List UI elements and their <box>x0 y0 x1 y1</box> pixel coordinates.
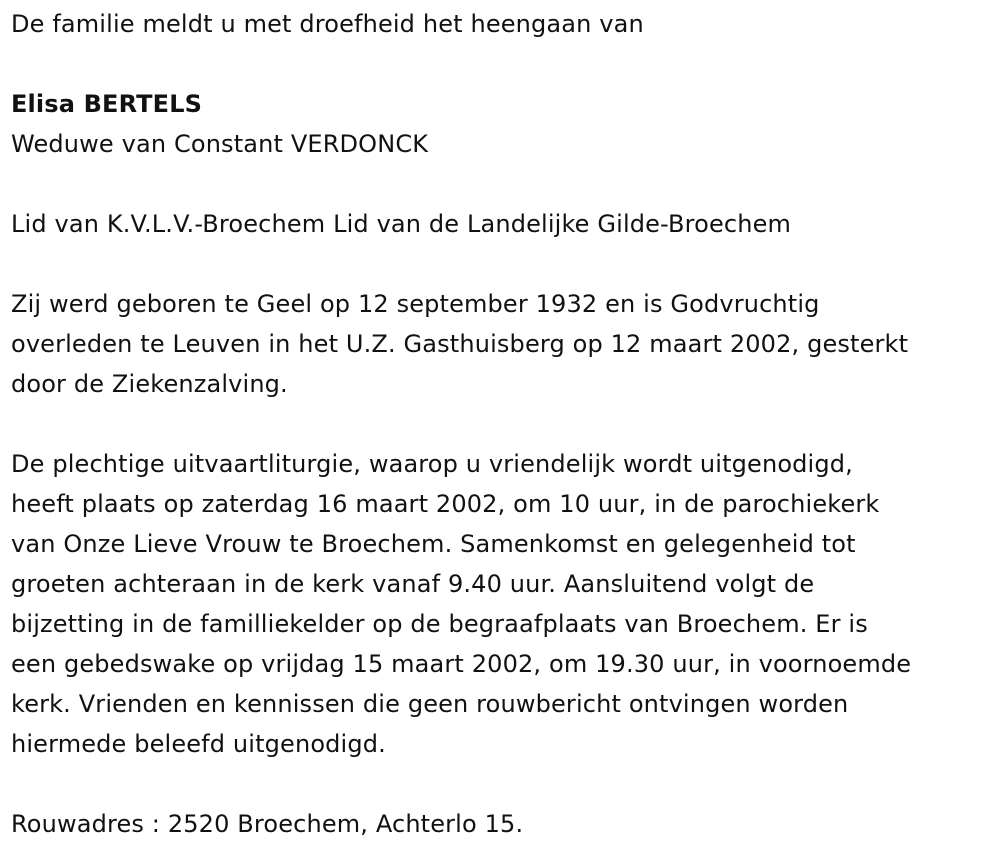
mourning-address: Rouwadres : 2520 Broechem, Achterlo 15. <box>11 810 524 838</box>
paragraph-line: door de Ziekenzalving. <box>11 370 288 398</box>
paragraph-line: heeft plaats op zaterdag 16 maart 2002, om 10 uur, in de parochiekerk <box>11 490 880 518</box>
paragraph-line: hiermede beleefd uitgenodigd. <box>11 730 386 758</box>
funeral-paragraph <box>11 444 990 764</box>
paragraph-line: overleden te Leuven in het U.Z. Gasthuisberg op 12 maart 2002, gesterkt <box>11 330 909 358</box>
deceased-name: Elisa BERTELS <box>11 90 203 118</box>
paragraph-line: van Onze Lieve Vrouw te Broechem. Samenkomst en gelegenheid tot <box>11 530 856 558</box>
intro-text: De familie meldt u met droefheid het heengaan van <box>11 10 644 38</box>
paragraph-line: bijzetting in de familliekelder op de begraafplaats van Broechem. Er is <box>11 610 868 638</box>
spouse-text: Weduwe van Constant VERDONCK <box>11 130 429 158</box>
memberships-text: Lid van K.V.L.V.-Broechem Lid van de Landelijke Gilde-Broechem <box>11 210 792 238</box>
paragraph-line: groeten achteraan in de kerk vanaf 9.40 uur. Aansluitend volgt de <box>11 570 815 598</box>
paragraph-line: De plechtige uitvaartliturgie, waarop u vriendelijk wordt uitgenodigd, <box>11 450 853 478</box>
paragraph-line: kerk. Vrienden en kennissen die geen rouwbericht ontvingen worden <box>11 690 849 718</box>
birth-death-paragraph <box>11 284 990 404</box>
paragraph-line: een gebedswake op vrijdag 15 maart 2002, om 19.30 uur, in voornoemde <box>11 650 912 678</box>
paragraph-line: Zij werd geboren te Geel op 12 september 1932 en is Godvruchtig <box>11 290 820 318</box>
